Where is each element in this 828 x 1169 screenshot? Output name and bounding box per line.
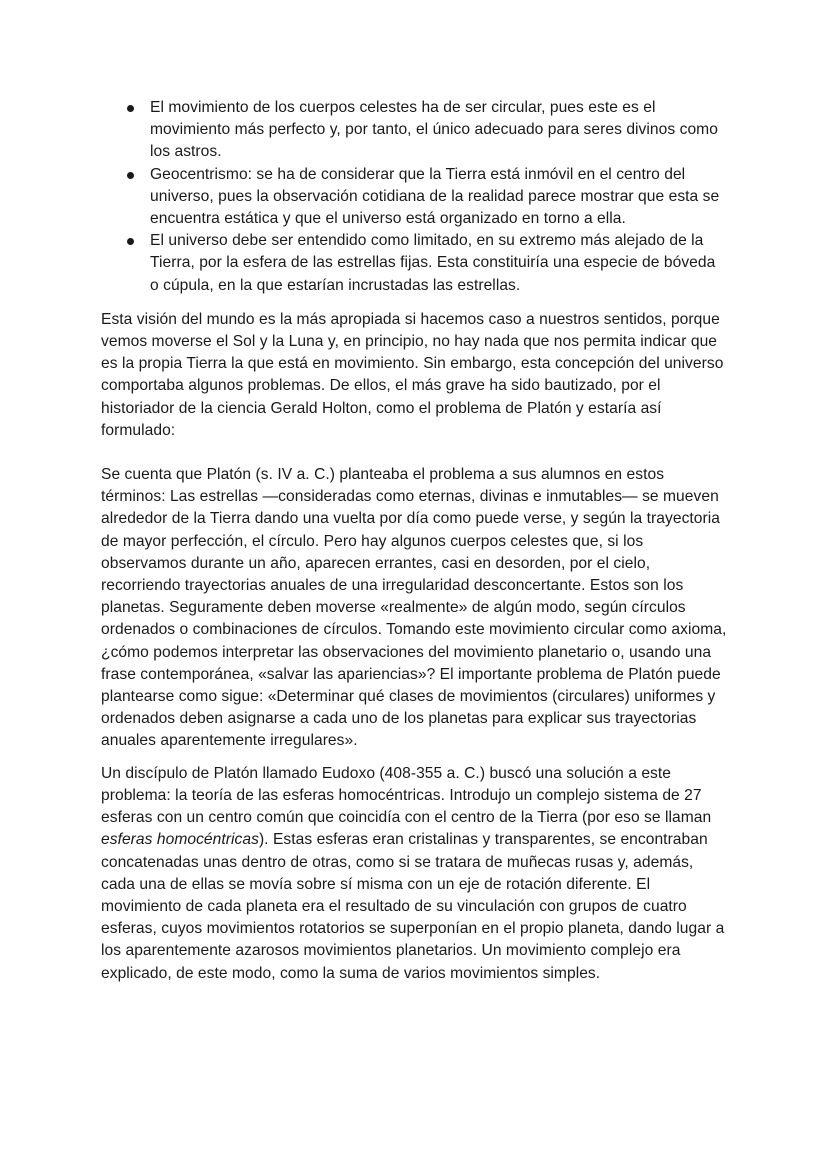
bullet-text: El movimiento de los cuerpos celestes ha de ser circular, pues este es el movimiento más perfecto y, por tanto, el único adecuado para seres divinos como los astros. <box>150 99 718 161</box>
paragraph-eudoxus <box>101 763 728 985</box>
list-item <box>101 230 728 297</box>
paragraph-plato-problem: Se cuenta que Platón (s. IV a. C.) planteaba el problema a sus alumnos en estos términos: Las estrellas —consideradas como eternas, divinas e inmutables— se mueven alrededor de la Tierra dando una vuelta por día como puede verse, y según la trayectoria de mayor perfección, el círculo. Pero hay algunos cuerpos celestes que, si los observamos durante un año, aparecen errantes, casi en desorden, por el cielo, recorriendo trayectorias anuales de una irregularidad desconcertante. Estos son los planetas. Seguramente deben moverse «realmente» de algún modo, según círculos ordenados o combinaciones de círculos. Tomando este movimiento circular como axioma, ¿cómo podemos interpretar las observaciones del movimiento planetario o, usando una frase contemporánea, «salvar las apariencias»? El importante problema de Platón puede plantearse como sigue: «Determinar qué clases de movimientos (circulares) uniformes y ordenados deben asignarse a cada uno de los planetas para explicar sus trayectorias anuales aparentemente irregulares». <box>101 466 727 750</box>
list-item <box>101 97 728 164</box>
eudoxus-text-end: ). Estas esferas eran cristalinas y transparentes, se encontraban concatenadas unas dentro de otras, como si se tratara de muñecas rusas y, además, cada una de ellas se movía sobre sí misma con un eje de rotación diferente. El movimiento de cada planeta era el resultado de su vinculación con grupos de cuatro esferas, cuyos movimientos rotatorios se superponían en el propio planeta, dando lugar a los aparentemente azarosos movimientos planetarios. Un movimiento complejo era explicado, de este modo, como la suma de varios movimientos simples. <box>101 831 725 982</box>
bullet-icon <box>127 105 134 112</box>
bullet-list <box>101 97 728 297</box>
eudoxus-text-start: Un discípulo de Platón llamado Eudoxo (408-355 a. C.) buscó una solución a este problema: la teoría de las esferas homocéntricas. Introdujo un complejo sistema de 27 esferas con un centro común que coincidía con el centro de la Tierra (por eso se llaman <box>101 764 712 827</box>
bullet-icon <box>127 238 134 245</box>
bullet-text: Geocentrismo: se ha de considerar que la Tierra está inmóvil en el centro del universo, pues la observación cotidiana de la realidad parece mostrar que esta se encuentra estática y que el universo está organizado en torno a ella. <box>150 165 720 228</box>
bullet-icon <box>127 172 134 179</box>
eudoxus-italic-term: esferas homocéntricas <box>101 831 259 849</box>
paragraph-senses: Esta visión del mundo es la más apropiada si hacemos caso a nuestros sentidos, porque vemos moverse el Sol y la Luna y, en principio, no hay nada que nos permita indicar que es la propia Tierra la que está en movimiento. Sin embargo, esta concepción del universo comportaba algunos problemas. De ellos, el más grave ha sido bautizado, por el historiador de la ciencia Gerald Holton, como el problema de Platón y estaría así formulado: <box>101 310 724 439</box>
list-item <box>101 164 728 231</box>
bullet-text: El universo debe ser entendido como limitado, en su extremo más alejado de la Tierra, por la esfera de las estrellas fijas. Esta constituiría una especie de bóveda o cúpula, en la que estarían incrustadas las estrellas. <box>150 232 716 294</box>
